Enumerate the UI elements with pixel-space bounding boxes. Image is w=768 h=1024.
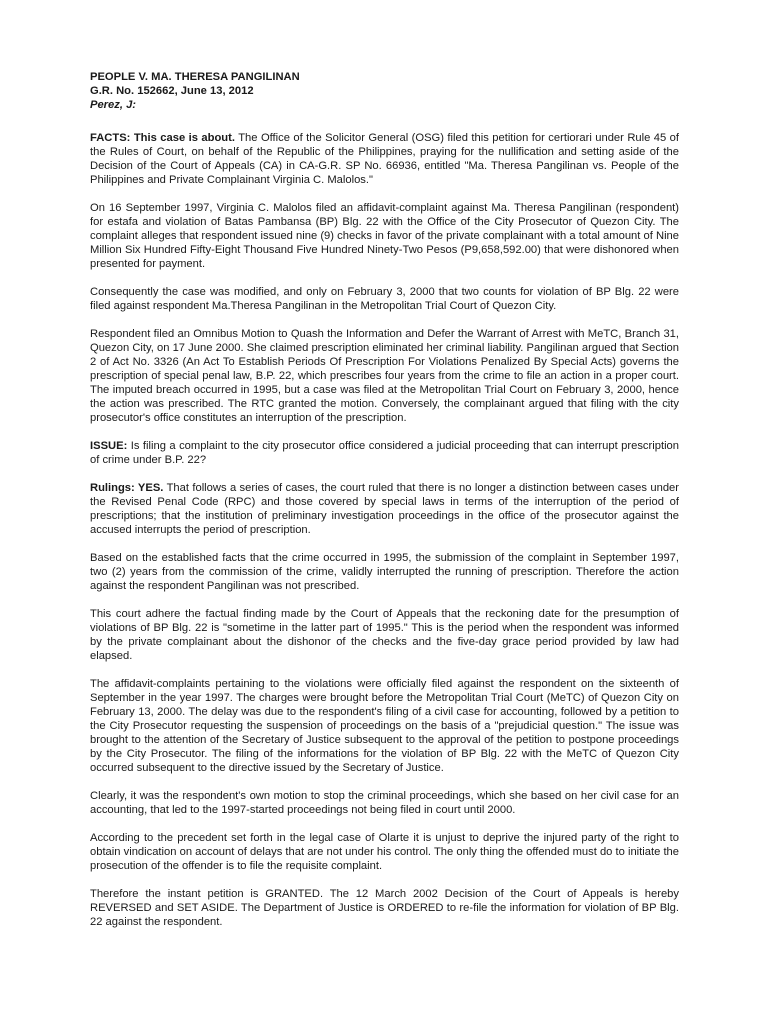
paragraph-facts — [90, 131, 679, 187]
paragraph-text: Respondent filed an Omnibus Motion to Quash the Information and Defer the Warrant of Arrest with MeTC, Branch 31, Quezon City, on 17 June 2000. She claimed prescription eliminated her criminal liability. Pangilinan argued that Section 2 of Act No. 3326 (An Act To Establish Periods Of Prescription For Violations Penalized By Special Acts) governs the prescription of special penal law, B.P. 22, which prescribes four years from the crime to file an action in a proper court. The imputed breach occurred in 1995, but a case was filed at the Metropolitan Trial Court on February 3, 2000, hence the action was prescribed. The RTC granted the motion. Conversely, the complainant argued that filing with the city prosecutor's office constitutes an interruption of the prescription. — [90, 328, 679, 424]
paragraph-established-facts — [90, 551, 679, 593]
paragraph-text: The Office of the Solicitor General (OSG) filed this petition for certiorari under Rule 45 of the Rules of Court, on behalf of the Republic of the Philippines, praying for the nullification and setting aside of the Decision of the Court of Appeals (CA) in CA-G.R. SP No. 66936, entitled "Ma. Theresa Pangilinan vs. People of the Philippines and Private Complainant Virginia C. Malolos." — [90, 132, 679, 186]
case-ponente: Perez, J: — [90, 99, 137, 111]
paragraph-text: That follows a series of cases, the court ruled that there is no longer a distinction between cases under the Revised Penal Code (RPC) and those covered by special laws in terms of the interruption of the period of prescriptions; that the institution of preliminary investigation proceedings in the office of the prosecutor against the accused interrupts the period of prescription. — [90, 482, 679, 536]
paragraph-lead: Rulings: YES. — [90, 482, 164, 494]
paragraph-affidavit-complaint — [90, 201, 679, 271]
paragraph-text: This court adhere the factual finding made by the Court of Appeals that the reckoning date for the presumption of violations of BP Blg. 22 is "sometime in the latter part of 1995." This is the period when the respondent was informed by the private complainant about the dishonor of the checks and the five-day grace period provided by law had elapsed. — [90, 608, 679, 662]
paragraph-text: On 16 September 1997, Virginia C. Malolos filed an affidavit-complaint against Ma. Theresa Pangilinan (respondent) for estafa and violation of Batas Pambansa (BP) Blg. 22 with the Office of the City Prosecutor of Quezon City. The complaint alleges that respondent issued nine (9) checks in favor of the private complainant with a total amount of Nine Million Six Hundred Fifty-Eight Thousand Five Hundred Ninety-Two Pesos (P9,658,592.00) that were dishonored when presented for payment. — [90, 202, 679, 270]
paragraph-respondent-motion — [90, 789, 679, 817]
case-title: PEOPLE V. MA. THERESA PANGILINAN — [90, 71, 300, 83]
case-citation: G.R. No. 152662, June 13, 2012 — [90, 85, 254, 97]
paragraph-lead: ISSUE: — [90, 440, 128, 452]
paragraph-text: Consequently the case was modified, and only on February 3, 2000 that two counts for violation of BP Blg. 22 were filed against respondent Ma.Theresa Pangilinan in the Metropolitan Trial Court of Quezon City. — [90, 286, 679, 312]
paragraph-factual-finding — [90, 607, 679, 663]
paragraph-rulings — [90, 481, 679, 537]
paragraph-text: The affidavit-complaints pertaining to the violations were officially filed against the respondent on the sixteenth of September in the year 1997. The charges were brought before the Metropolitan Trial Court (MeTC) of Quezon City on February 13, 2000. The delay was due to the respondent's filing of a civil case for accounting, followed by a petition to the City Prosecutor requesting the suspension of proceedings on the basis of a "prejudicial question." The issue was brought to the attention of the Secretary of Justice subsequent to the approval of the petition to postpone proceedings by the City Prosecutor. The filing of the informations for the violation of BP Blg. 22 with the MeTC of Quezon City occurred subsequent to the directive issued by the Secretary of Justice. — [90, 678, 679, 774]
paragraph-text: Clearly, it was the respondent's own motion to stop the criminal proceedings, which she based on her civil case for an accounting, that led to the 1997-started proceedings not being filed in court until 2000. — [90, 790, 679, 816]
case-header — [90, 70, 679, 112]
paragraph-issue — [90, 439, 679, 467]
paragraph-lead: FACTS: This case is about. — [90, 132, 235, 144]
paragraph-disposition — [90, 887, 679, 929]
paragraph-text: Based on the established facts that the crime occurred in 1995, the submission of the complaint in September 1997, two (2) years from the commission of the crime, validly interrupted the running of prescription. Therefore the action against the respondent Pangilinan was not prescribed. — [90, 552, 679, 592]
paragraph-text: Is filing a complaint to the city prosecutor office considered a judicial proceeding that can interrupt prescription of crime under B.P. 22? — [90, 440, 679, 466]
paragraph-omnibus-motion — [90, 327, 679, 425]
paragraph-case-modified — [90, 285, 679, 313]
paragraph-text: Therefore the instant petition is GRANTED. The 12 March 2002 Decision of the Court of Appeals is hereby REVERSED and SET ASIDE. The Department of Justice is ORDERED to re-file the information for violation of BP Blg. 22 against the respondent. — [90, 888, 679, 928]
paragraph-affidavit-filed — [90, 677, 679, 775]
paragraph-text: According to the precedent set forth in the legal case of Olarte it is unjust to deprive the injured party of the right to obtain vindication on account of delays that are not under his control. The only thing the offended must do to initiate the prosecution of the offender is to file the requisite complaint. — [90, 832, 679, 872]
paragraph-olarte-precedent — [90, 831, 679, 873]
